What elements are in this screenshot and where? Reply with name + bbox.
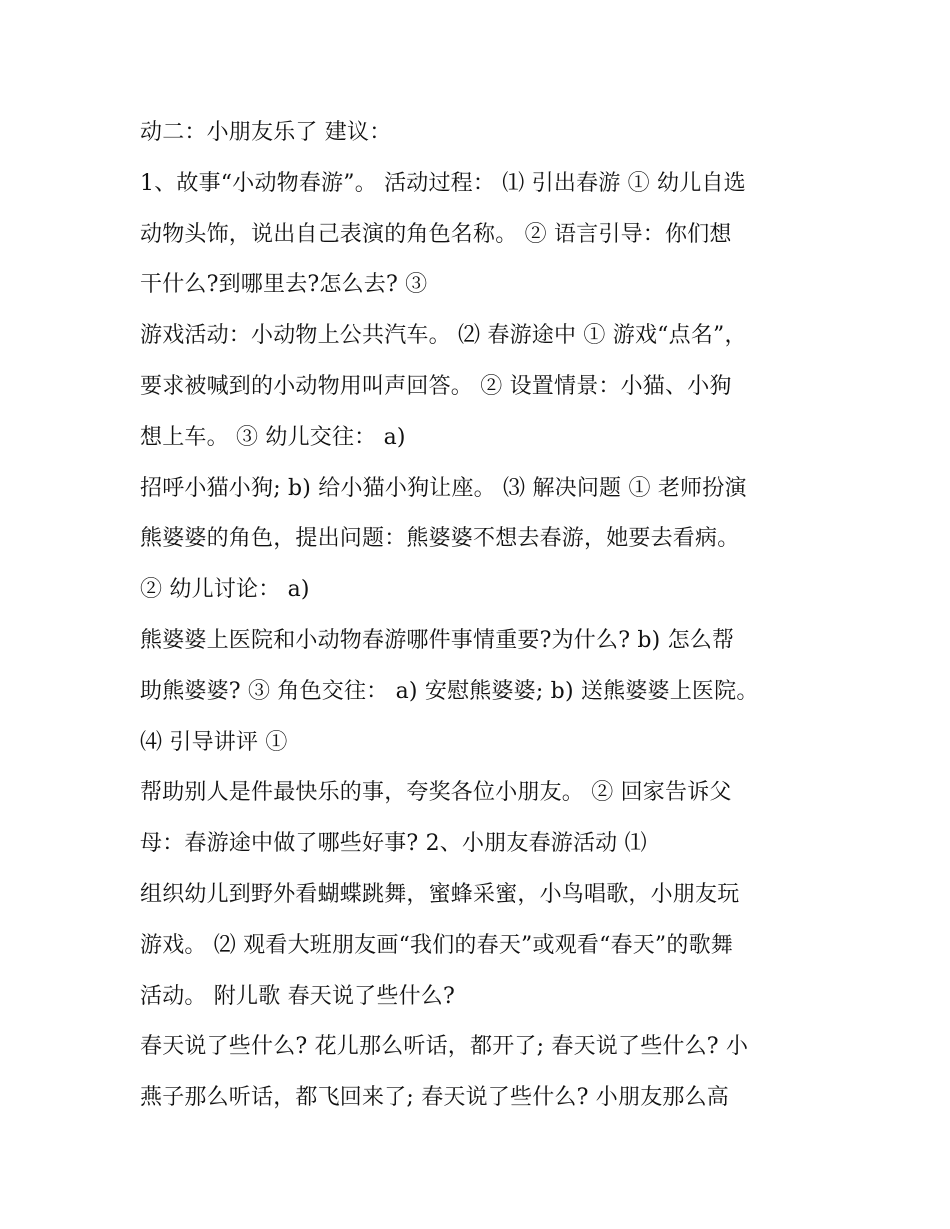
text-line: 干什么?到哪里去?怎么去? ③ (140, 272, 428, 298)
text-line: 游戏活动：小动物上公共汽车。 ⑵ 春游途中 ① 游戏“点名”， (140, 323, 747, 349)
text-line: 活动。 附儿歌 春天说了些什么? (140, 983, 455, 1009)
text-line: 游戏。 ⑵ 观看大班朋友画“我们的春天”或观看“春天”的歌舞 (140, 932, 733, 958)
text-line: ⑷ 引导讲评 ① (140, 729, 288, 755)
text-line: 燕子那么听话，都飞回来了; 春天说了些什么? 小朋友那么高 (140, 1085, 729, 1111)
text-line: 助熊婆婆? ③ 角色交往： a) 安慰熊婆婆; b) 送熊婆婆上医院。 (140, 678, 759, 704)
text-line: 1、故事“小动物春游”。 活动过程： ⑴ 引出春游 ① 幼儿自选 (140, 170, 746, 196)
text-line: 帮助别人是件最快乐的事，夸奖各位小朋友。 ② 回家告诉父 (140, 780, 732, 806)
text-line: 要求被喊到的小动物用叫声回答。 ② 设置情景：小猫、小狗 (140, 373, 732, 399)
text-line: ② 幼儿讨论： a) (140, 577, 310, 603)
text-line: 动物头饰，说出自己表演的角色名称。 ② 语言引导：你们想 (140, 221, 732, 247)
text-line: 母：春游途中做了哪些好事? 2、小朋友春游活动 ⑴ (140, 831, 647, 857)
text-line: 熊婆婆的角色，提出问题：熊婆婆不想去春游，她要去看病。 (140, 526, 740, 552)
text-line: 春天说了些什么? 花儿那么听话，都开了; 春天说了些什么? 小 (140, 1034, 749, 1060)
text-line: 招呼小猫小狗; b) 给小猫小狗让座。 ⑶ 解决问题 ① 老师扮演 (140, 475, 747, 501)
text-line: 想上车。 ③ 幼儿交往： a) (140, 424, 406, 450)
document-body (140, 108, 830, 1124)
text-line: 组织幼儿到野外看蝴蝶跳舞，蜜蜂采蜜，小鸟唱歌，小朋友玩 (140, 881, 740, 907)
text-line: 熊婆婆上医院和小动物春游哪件事情重要?为什么? b) 怎么帮 (140, 627, 735, 653)
text-line: 动二：小朋友乐了 建议： (140, 120, 392, 145)
